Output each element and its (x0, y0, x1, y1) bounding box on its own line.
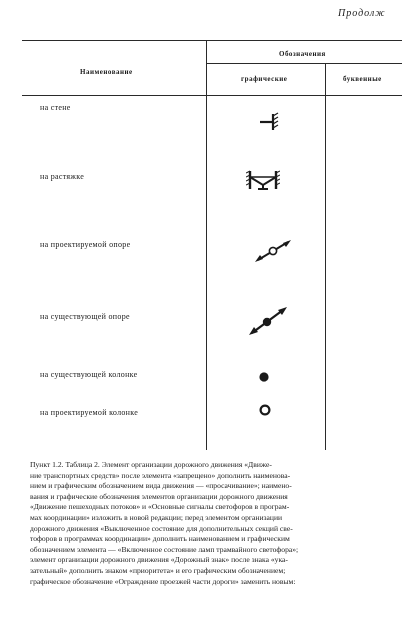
paragraph-line: обозначением элемента — «Включенное состояние ламп трамвайного светофора»; (30, 544, 299, 554)
column-divider-graphic (325, 63, 326, 450)
row-label-planned-column: на проектируемой колонке (40, 408, 139, 417)
filled-dot-icon (258, 371, 270, 383)
header-bottom-rule (22, 95, 402, 96)
header-name: Наименование (80, 68, 133, 76)
row-label-wall: на стене (40, 103, 71, 112)
paragraph-line: тофоров в программах координации» дополнить наименованием и графическим (30, 534, 290, 544)
paragraph-line: вания и графические обозначения элементов организации дорожного движения (30, 491, 288, 501)
header-designations: Обозначения (279, 50, 326, 58)
continuation-label: Продолж (338, 8, 386, 19)
paragraph-line: «Движение пешеходных потоков» и «Основные сигналы светофоров в програм- (30, 502, 290, 512)
paragraph-line: графическое обозначение «Ограждение проезжей части дороги» заменить новым: (30, 576, 296, 586)
span-wire-icon (246, 168, 280, 192)
open-circle-icon (258, 403, 272, 417)
row-label-planned-pole: на проектируемой опоре (40, 240, 131, 249)
header-graphic: графические (241, 75, 288, 83)
column-divider-name (206, 40, 207, 450)
row-label-span-wire: на растяжке (40, 172, 85, 181)
paragraph-line: дорожного движения «Выключенное состояние для дополнительных секций све- (30, 523, 293, 533)
row-label-existing-column: на существующей колонке (40, 370, 138, 379)
paragraph-line: элемент организации дорожного движения «Дорожный знак» после знака «ука- (30, 555, 288, 565)
header-letter: буквенные (343, 75, 382, 83)
paragraph-line: нием и графическим обозначением вида движения — «просачивание»; наимено- (30, 481, 292, 491)
paragraph-line: мах координации» изложить в новой редакции; перед элементом организации (30, 512, 283, 522)
table-top-rule (22, 40, 402, 41)
row-label-existing-pole: на существующей опоре (40, 312, 130, 321)
existing-pole-arrow-icon (248, 306, 288, 336)
designations-divider (206, 63, 402, 64)
planned-pole-arrow-icon (254, 238, 292, 264)
paragraph-line: зательный» дополнить знаком «приоритета» и его графическим обозначением; (30, 565, 286, 575)
paragraph-line: Пункт 1.2. Таблица 2. Элемент организации дорожного движения «Движе- (30, 460, 272, 469)
paragraph-line: ние транспортных средств» после элемента «запрещено» дополнить наименова- (30, 470, 291, 480)
wall-mount-icon (258, 112, 280, 132)
amendment-paragraph (30, 460, 398, 587)
